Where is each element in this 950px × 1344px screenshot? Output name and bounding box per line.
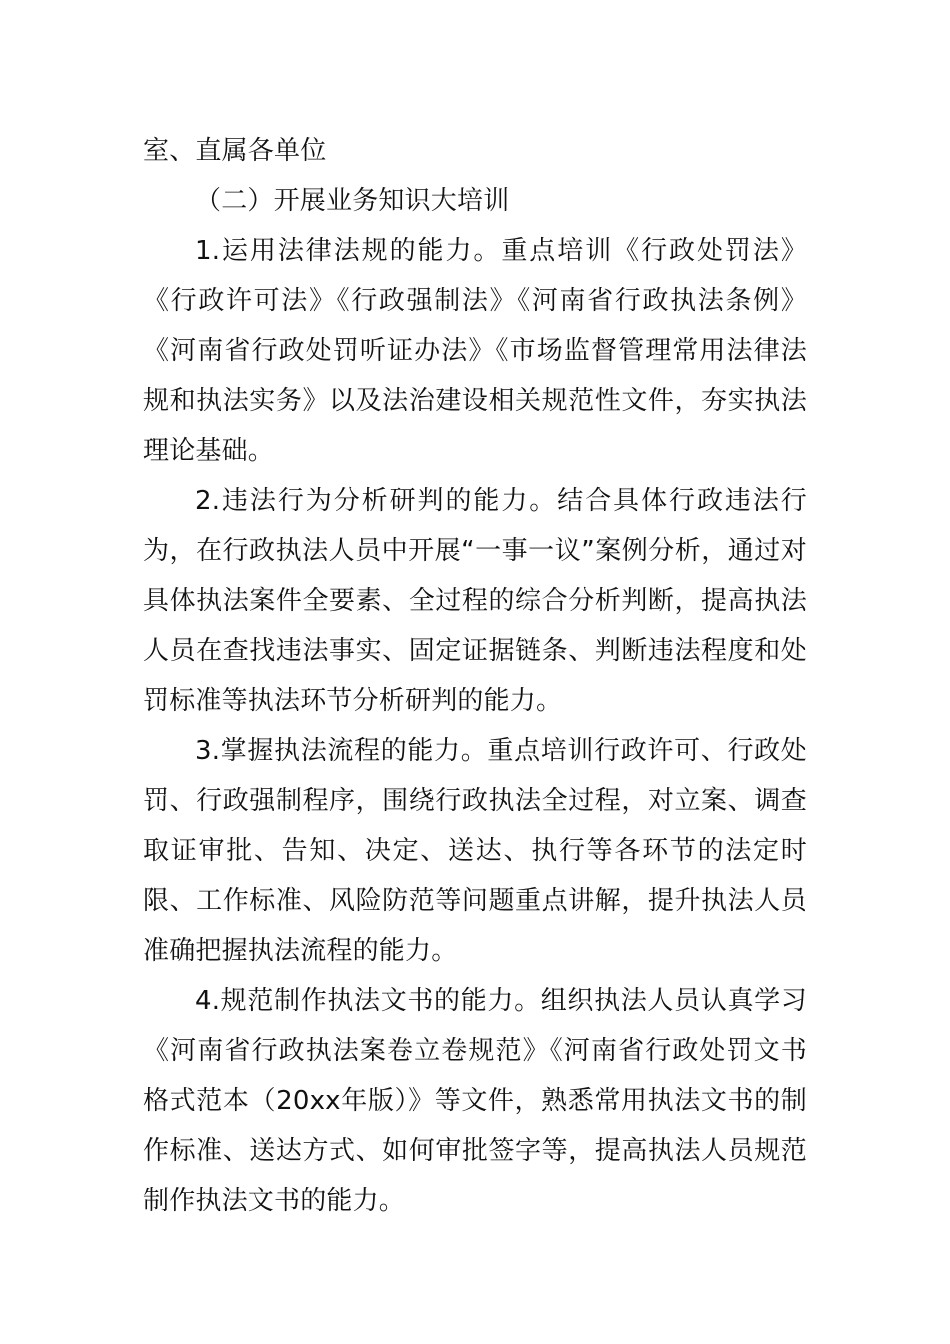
paragraph-item-1: 1.运用法律法规的能力。重点培训《行政处罚法》《行政许可法》《行政强制法》《河南省行政执法条例》《河南省行政处罚听证办法》《市场监督管理常用法律法规和执法实务》以及法治建设相关规范性文件，夯实执法理论基础。	[143, 236, 807, 466]
paragraph-item-2: 2.违法行为分析研判的能力。结合具体行政违法行为，在行政执法人员中开展“一事一议”案例分析，通过对具体执法案件全要素、全过程的综合分析判断，提高执法人员在查找违法事实、固定证据链条、判断违法程度和处罚标准等执法环节分析研判的能力。	[143, 486, 807, 716]
document-page	[143, 126, 807, 1226]
continuation-text: 室、直属各单位	[143, 136, 327, 166]
paragraph-item-4: 4.规范制作执法文书的能力。组织执法人员认真学习《河南省行政执法案卷立卷规范》《河南省行政处罚文书格式范本（20xx年版）》等文件，熟悉常用执法文书的制作标准、送达方式、如何审批签字等，提高执法人员规范制作执法文书的能力。	[143, 986, 807, 1216]
paragraph-item-3: 3.掌握执法流程的能力。重点培训行政许可、行政处罚、行政强制程序，围绕行政执法全过程，对立案、调查取证审批、告知、决定、送达、执行等各环节的法定时限、工作标准、风险防范等问题重点讲解，提升执法人员准确把握执法流程的能力。	[143, 736, 807, 966]
section-heading: （二）开展业务知识大培训	[195, 186, 510, 216]
